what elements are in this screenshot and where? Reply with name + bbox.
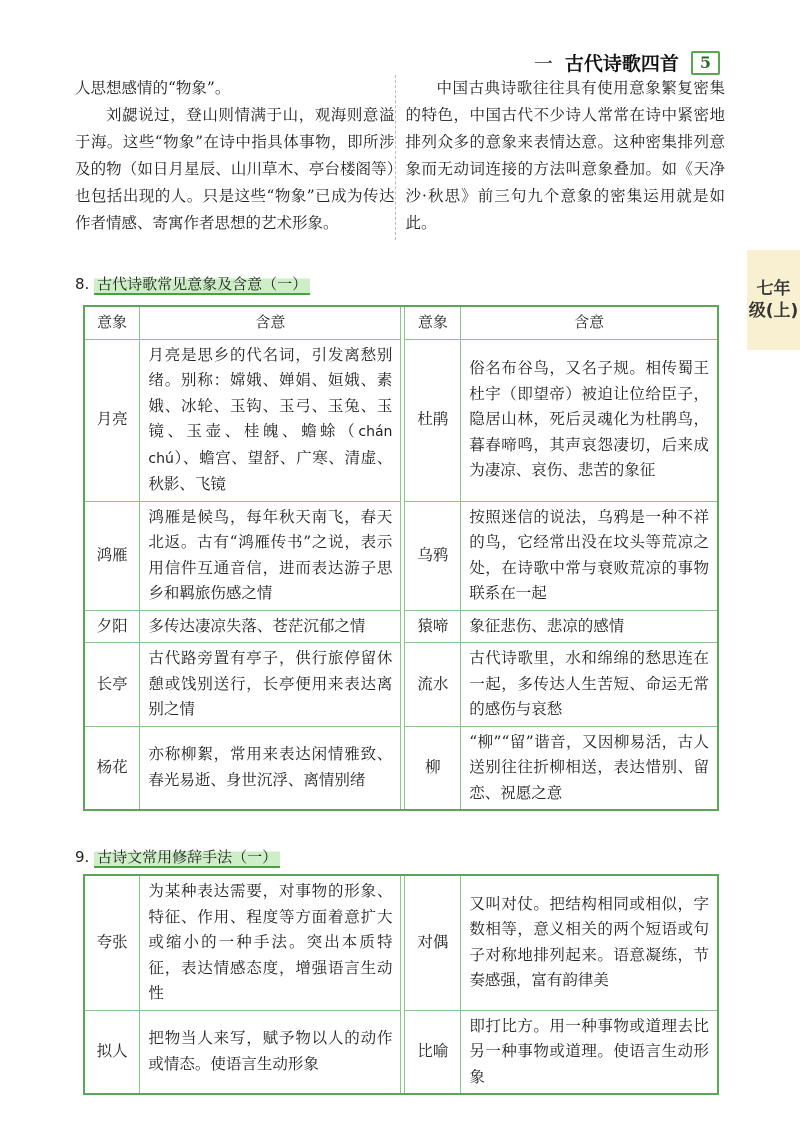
grade-tab-line2: 级(上) (748, 301, 799, 321)
term-cell: 对偶 (405, 875, 461, 1010)
term-cell: 杨花 (84, 726, 140, 810)
imagery-table (83, 305, 719, 811)
meaning-text: ）、蟾宫、望舒、广寒、清虚、秋影、飞镜 (148, 448, 393, 493)
term-cell: 月亮 (84, 339, 140, 501)
meaning-cell: 鸿雁是候鸟，每年秋天南飞，春天北返。古有“鸿雁传书”之说，表示用信件互通音信，进而表达游子思乡和羁旅伤感之情 (140, 501, 401, 610)
intro-text (75, 75, 725, 240)
table-row (84, 610, 718, 643)
grade-side-tab (747, 250, 800, 350)
meaning-cell: 即打比方。用一种事物或道理去比另一种事物或道理。使语言生动形象 (461, 1010, 718, 1094)
table-row (84, 339, 718, 501)
term-cell: 鸿雁 (84, 501, 140, 610)
meaning-cell: 古代诗歌里，水和绵绵的愁思连在一起，多传达人生苦短、命运无常的感伤与哀愁 (461, 643, 718, 727)
term-cell: 猿啼 (405, 610, 461, 643)
intro-right-column (395, 75, 726, 240)
section-8-heading (75, 273, 310, 294)
section-9-heading (75, 846, 280, 867)
meaning-cell (140, 339, 401, 501)
meaning-text: 月亮是思乡的代名词，引发离愁别绪。别称：嫦娥、婵娟、姮娥、素娥、冰轮、玉钩、玉弓、玉兔、玉镜、玉壶、桂魄、蟾蜍（ (148, 345, 393, 440)
header-meaning: 含意 (461, 306, 718, 339)
table-row (84, 1010, 718, 1094)
header-meaning: 含意 (140, 306, 401, 339)
chapter-title: 古代诗歌四首 (564, 53, 679, 75)
grade-tab-line1: 七年 (756, 279, 791, 299)
meaning-cell: 为某种表达需要，对事物的形象、特征、作用、程度等方面着意扩大或缩小的一种手法。突出本质特征，表达情感态度，增强语言生动性 (140, 875, 401, 1010)
meaning-cell: 象征悲伤、悲凉的感情 (461, 610, 718, 643)
intro-paragraph: 人思想感情的“物象”。 (75, 79, 231, 97)
section-8-number: 8. (75, 275, 90, 293)
table-row (84, 643, 718, 727)
table-row (84, 875, 718, 1010)
intro-paragraph: 中国古典诗歌往往具有使用意象繁复密集的特色，中国古代不少诗人常常在诗中紧密地排列众多的意象来表情达意。这种密集排列意象而无动词连接的方法叫意象叠加。如《天净沙·秋思》前三句九个意象的密集运用就是如此。 (405, 79, 725, 232)
meaning-cell: 多传达凄凉失落、苍茫沉郁之情 (140, 610, 401, 643)
table-row (84, 726, 718, 810)
meaning-cell: 俗名布谷鸟，又名子规。相传蜀王杜宇（即望帝）被迫让位给臣子，隐居山林，死后灵魂化为杜鹃鸟，暮春啼鸣，其声哀怨凄切，后来成为凄凉、哀伤、悲苦的象征 (461, 339, 718, 501)
rhetoric-table (83, 874, 719, 1095)
section-9-title: 古诗文常用修辞手法（一） (94, 848, 280, 868)
header-dash: 一 (533, 53, 553, 75)
section-9-number: 9. (75, 848, 90, 866)
term-cell: 比喻 (405, 1010, 461, 1094)
header-term: 意象 (84, 306, 140, 339)
meaning-cell: 亦称柳絮，常用来表达闲情雅致、春光易逝、身世沉浮、离情别绪 (140, 726, 401, 810)
intro-left-column (75, 75, 395, 240)
meaning-cell: 把物当人来写，赋予物以人的动作或情态。使语言生动形象 (140, 1010, 401, 1094)
term-cell: 乌鸦 (405, 501, 461, 610)
section-8-title: 古代诗歌常见意象及含意（一） (94, 275, 310, 295)
term-cell: 拟人 (84, 1010, 140, 1094)
term-cell: 夸张 (84, 875, 140, 1010)
term-cell: 长亭 (84, 643, 140, 727)
intro-paragraph: 刘勰说过，登山则情满于山，观海则意溢于海。这些“物象”在诗中指具体事物，即所涉及的物（如日月星辰、山川草木、亭台楼阁等）也包括出现的人。只是这些“物象”已成为传达作者情感、寄寓作者思想的艺术形象。 (75, 106, 395, 232)
page-number: 5 (691, 51, 720, 75)
meaning-cell: 又叫对仗。把结构相同或相似，字数相等，意义相关的两个短语或句子对称地排列起来。语意凝练，节奏感强，富有韵律美 (461, 875, 718, 1010)
meaning-cell: 古代路旁置有亭子，供行旅停留休憩或饯别送行，长亭便用来表达离别之情 (140, 643, 401, 727)
header-term: 意象 (405, 306, 461, 339)
table-header-row (84, 306, 718, 339)
meaning-cell: “柳”“留”谐音，又因柳易活，古人送别往往折柳相送，表达惜别、留恋、祝愿之意 (461, 726, 718, 810)
term-cell: 夕阳 (84, 610, 140, 643)
table-row (84, 501, 718, 610)
term-cell: 流水 (405, 643, 461, 727)
pinyin: chán chú (148, 424, 393, 467)
term-cell: 杜鹃 (405, 339, 461, 501)
running-head (534, 49, 720, 76)
term-cell: 柳 (405, 726, 461, 810)
meaning-cell: 按照迷信的说法，乌鸦是一种不祥的鸟，它经常出没在坟头等荒凉之处，在诗歌中常与衰败荒凉的事物联系在一起 (461, 501, 718, 610)
